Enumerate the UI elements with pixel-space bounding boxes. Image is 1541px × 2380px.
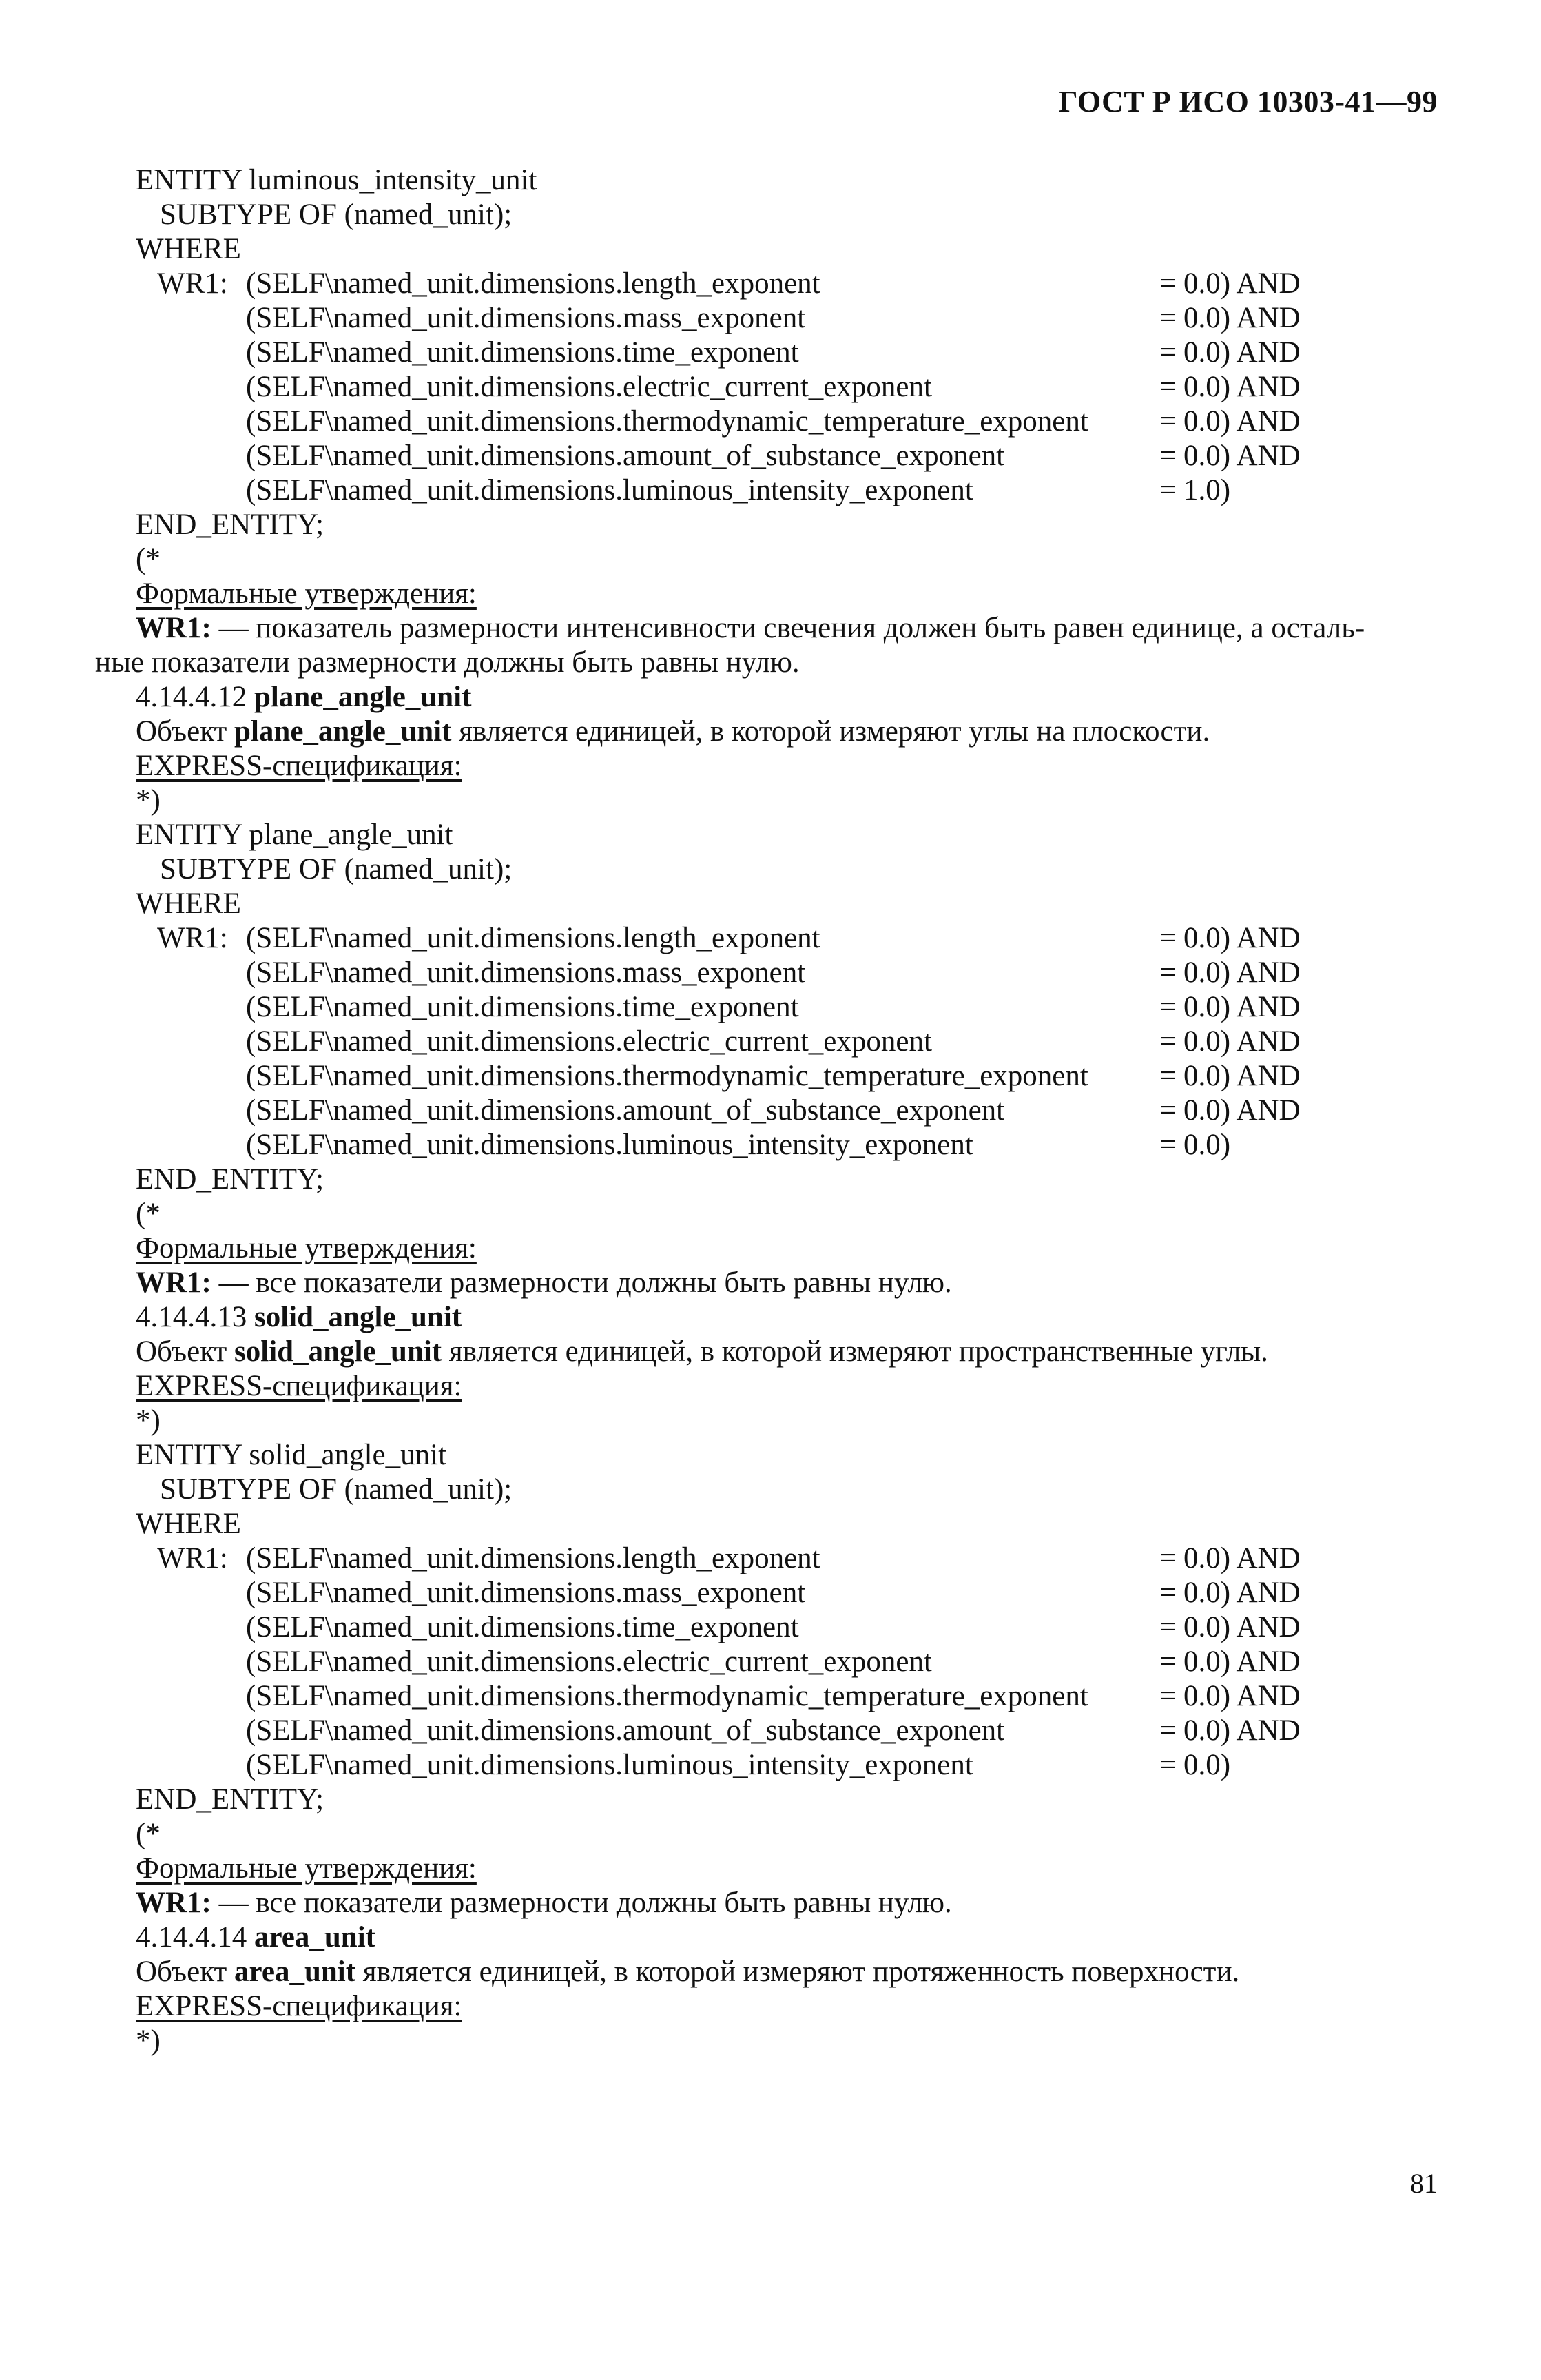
desc-text: Объект <box>136 1956 235 1988</box>
rule-value: = 0.0) <box>1159 1129 1231 1161</box>
rule-value: = 0.0) AND <box>1159 922 1301 954</box>
rule-expression: (SELF\named_unit.dimensions.electric_current_exponent <box>246 371 932 403</box>
section-number: 4.14.4.14 <box>136 1921 254 1953</box>
subtype-clause: SUBTYPE OF (named_unit); <box>160 198 513 231</box>
rule-expression: (SELF\named_unit.dimensions.mass_exponent <box>246 956 806 989</box>
rule-expression: (SELF\named_unit.dimensions.thermodynamic_temperature_exponent <box>246 1060 1088 1092</box>
formal-statement-continuation: ные показатели размерности должны быть равны нулю. <box>95 646 800 679</box>
rule-value: = 0.0) AND <box>1159 267 1301 300</box>
rule-expression: (SELF\named_unit.dimensions.luminous_intensity_exponent <box>246 1749 973 1781</box>
section-description <box>136 1335 1268 1369</box>
rule-expression: (SELF\named_unit.dimensions.mass_exponent <box>246 1577 806 1609</box>
rule-expression: (SELF\named_unit.dimensions.thermodynamic_temperature_exponent <box>246 1680 1088 1712</box>
rule-expression: (SELF\named_unit.dimensions.length_exponent <box>246 1542 820 1574</box>
statement-text: — все показатели размерности должны быть равны нулю. <box>211 1887 952 1919</box>
rule-value: = 0.0) AND <box>1159 1094 1301 1127</box>
wr-label: WR1: <box>136 1266 211 1299</box>
rule-value: = 0.0) AND <box>1159 1714 1301 1747</box>
entity-declaration: ENTITY luminous_intensity_unit <box>136 164 537 196</box>
express-spec-heading: EXPRESS-спецификация: <box>136 1990 462 2022</box>
formal-statements-heading: Формальные утверждения: <box>136 1852 477 1885</box>
entity-declaration: ENTITY plane_angle_unit <box>136 819 453 851</box>
comment-open: (* <box>136 1818 161 1850</box>
comment-close: *) <box>136 2024 161 2057</box>
rule-expression: (SELF\named_unit.dimensions.amount_of_substance_exponent <box>246 1714 1005 1747</box>
rule-expression: (SELF\named_unit.dimensions.electric_current_exponent <box>246 1645 932 1678</box>
rule-value: = 0.0) AND <box>1159 1645 1301 1678</box>
desc-text: Объект <box>136 1335 235 1368</box>
express-spec-heading: EXPRESS-спецификация: <box>136 750 462 782</box>
section-title: area_unit <box>254 1921 375 1953</box>
entity-declaration: ENTITY solid_angle_unit <box>136 1439 447 1471</box>
wr-label: WR1: <box>136 612 211 644</box>
rule-expression: (SELF\named_unit.dimensions.time_exponent <box>246 1611 799 1643</box>
end-entity: END_ENTITY; <box>136 509 324 541</box>
rule-expression: (SELF\named_unit.dimensions.electric_current_exponent <box>246 1025 932 1058</box>
formal-statement <box>136 1886 952 1920</box>
section-description <box>136 1955 1239 1989</box>
desc-entity-name: solid_angle_unit <box>234 1335 442 1368</box>
rule-expression: (SELF\named_unit.dimensions.length_exponent <box>246 267 820 300</box>
wr-label: WR1: <box>136 1887 211 1919</box>
subtype-clause: SUBTYPE OF (named_unit); <box>160 1473 513 1506</box>
comment-open: (* <box>136 1198 161 1230</box>
rule-value: = 0.0) AND <box>1159 1577 1301 1609</box>
desc-text: является единицей, в которой измеряют протяженность поверхности. <box>355 1956 1240 1988</box>
section-number: 4.14.4.13 <box>136 1301 254 1333</box>
comment-open: (* <box>136 543 161 575</box>
document-header: ГОСТ Р ИСО 10303-41—99 <box>1058 85 1438 119</box>
end-entity: END_ENTITY; <box>136 1783 324 1816</box>
formal-statement <box>136 1266 952 1300</box>
end-entity: END_ENTITY; <box>136 1163 324 1196</box>
rule-value: = 0.0) <box>1159 1749 1231 1781</box>
desc-text: является единицей, в которой измеряют углы на плоскости. <box>451 715 1210 748</box>
section-title: plane_angle_unit <box>254 681 472 713</box>
rule-expression: (SELF\named_unit.dimensions.luminous_intensity_exponent <box>246 474 973 506</box>
rule-value: = 0.0) AND <box>1159 1060 1301 1092</box>
wr-label: WR1: <box>157 1542 228 1574</box>
statement-text: — все показатели размерности должны быть равны нулю. <box>211 1266 952 1299</box>
where-keyword: WHERE <box>136 1508 241 1540</box>
formal-statement <box>136 611 1365 646</box>
rule-value: = 0.0) AND <box>1159 1542 1301 1574</box>
comment-close: *) <box>136 784 161 817</box>
desc-text: Объект <box>136 715 235 748</box>
express-spec-heading: EXPRESS-спецификация: <box>136 1370 462 1402</box>
rule-value: = 0.0) AND <box>1159 1025 1301 1058</box>
statement-text: — показатель размерности интенсивности свечения должен быть равен единице, а осталь- <box>211 612 1365 644</box>
comment-close: *) <box>136 1404 161 1437</box>
rule-value: = 0.0) AND <box>1159 991 1301 1023</box>
rule-expression: (SELF\named_unit.dimensions.length_exponent <box>246 922 820 954</box>
formal-statements-heading: Формальные утверждения: <box>136 1232 477 1264</box>
rule-value: = 0.0) AND <box>1159 1611 1301 1643</box>
rule-value: = 0.0) AND <box>1159 956 1301 989</box>
rule-value: = 0.0) AND <box>1159 302 1301 334</box>
section-heading <box>136 1920 375 1955</box>
section-title: solid_angle_unit <box>254 1301 462 1333</box>
rule-expression: (SELF\named_unit.dimensions.thermodynamic_temperature_exponent <box>246 405 1088 438</box>
subtype-clause: SUBTYPE OF (named_unit); <box>160 853 513 885</box>
desc-entity-name: plane_angle_unit <box>234 715 452 748</box>
rule-value: = 0.0) AND <box>1159 336 1301 369</box>
section-description <box>136 715 1210 749</box>
rule-value: = 1.0) <box>1159 474 1231 506</box>
wr-label: WR1: <box>157 922 228 954</box>
formal-statements-heading: Формальные утверждения: <box>136 577 477 610</box>
section-heading <box>136 1300 462 1335</box>
rule-expression: (SELF\named_unit.dimensions.time_exponent <box>246 336 799 369</box>
rule-expression: (SELF\named_unit.dimensions.time_exponent <box>246 991 799 1023</box>
rule-value: = 0.0) AND <box>1159 371 1301 403</box>
desc-entity-name: area_unit <box>234 1956 356 1988</box>
where-keyword: WHERE <box>136 888 241 920</box>
rule-expression: (SELF\named_unit.dimensions.luminous_intensity_exponent <box>246 1129 973 1161</box>
desc-text: является единицей, в которой измеряют пространственные углы. <box>442 1335 1268 1368</box>
rule-value: = 0.0) AND <box>1159 1680 1301 1712</box>
page-number: 81 <box>1410 2168 1438 2199</box>
section-number: 4.14.4.12 <box>136 681 254 713</box>
rule-expression: (SELF\named_unit.dimensions.amount_of_substance_exponent <box>246 440 1005 472</box>
rule-value: = 0.0) AND <box>1159 440 1301 472</box>
where-keyword: WHERE <box>136 233 241 265</box>
rule-value: = 0.0) AND <box>1159 405 1301 438</box>
section-heading <box>136 680 471 715</box>
rule-expression: (SELF\named_unit.dimensions.amount_of_substance_exponent <box>246 1094 1005 1127</box>
wr-label: WR1: <box>157 267 228 300</box>
rule-expression: (SELF\named_unit.dimensions.mass_exponent <box>246 302 806 334</box>
